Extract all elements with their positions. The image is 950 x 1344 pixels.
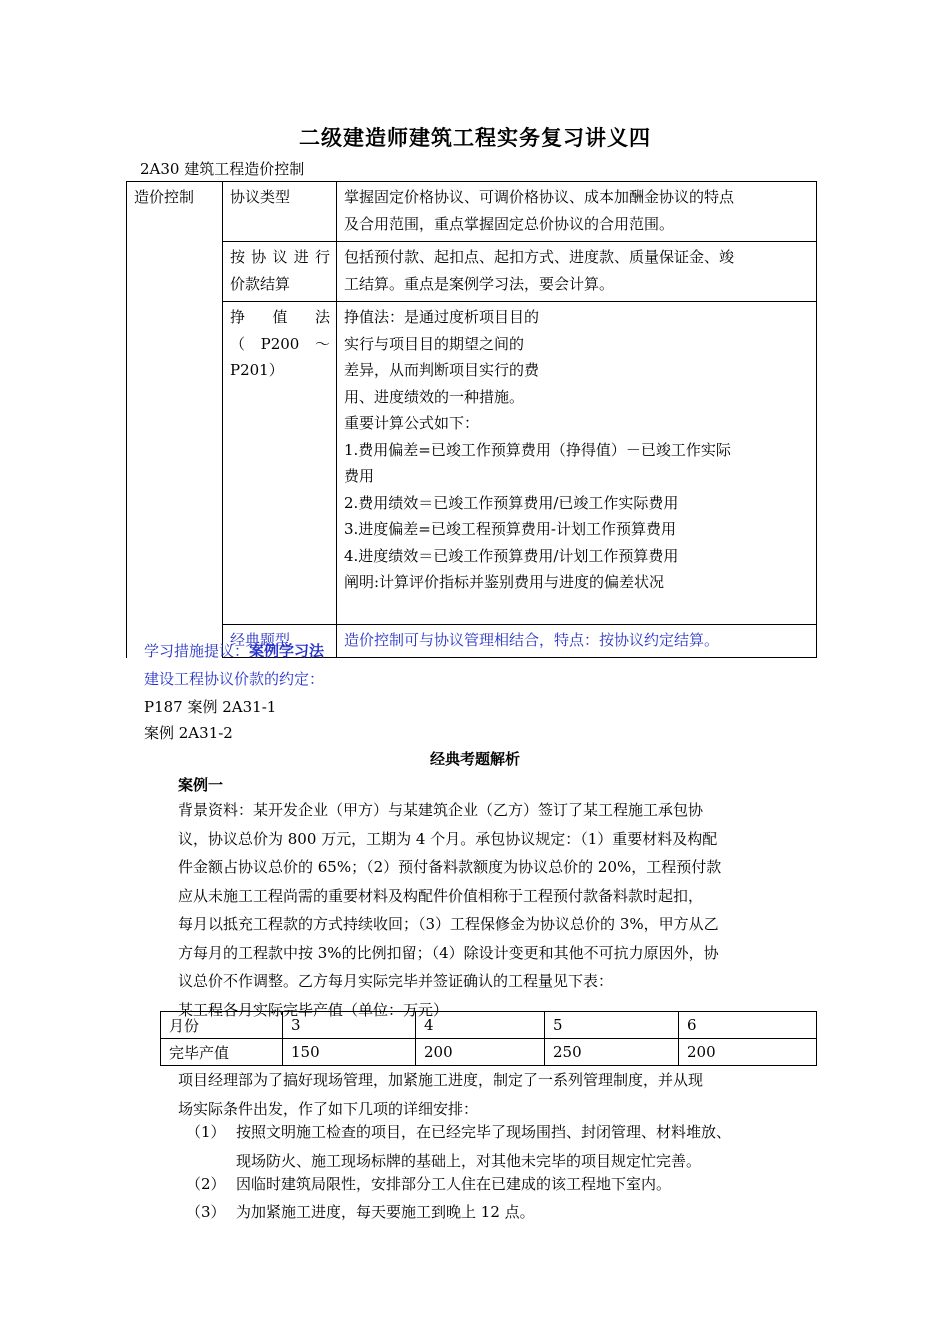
reference-2: 案例 2A31-2 [144, 724, 233, 742]
background-paragraph [178, 796, 808, 1024]
item-text: 因临时建筑局限性，安排部分工人住在已建成的该工程地下室内。 [236, 1175, 672, 1193]
paragraph-line: 每月以抵充工程款的方式持续收回；（3）工程保修金为协议总价的 3%，甲方从乙 [178, 915, 719, 933]
content-line: 阐明:计算评价指标并鉴别费用与进度的偏差状况 [344, 573, 665, 591]
row-content-cell [337, 182, 817, 242]
management-paragraph [178, 1066, 818, 1123]
row-name: 价款结算 [230, 274, 291, 293]
table-caption: 某工程各月实际完毕产值（单位：万元） [178, 1000, 449, 1019]
paragraph-line: 议总价不作调整。乙方每月实际完毕并签证确认的工程量见下表： [178, 972, 614, 990]
row-name: 经典题型 [230, 630, 291, 649]
table-cell: 250 [545, 1039, 679, 1066]
item-number: （3） [186, 1203, 226, 1221]
content-line: 差异，从而判断项目实行的费 [344, 361, 540, 379]
study-suggestion [144, 640, 324, 661]
row-name: （ P200 ～ [230, 334, 330, 353]
paragraph-line: 背景资料：某开发企业（甲方）与某建筑企业（乙方）签订了某工程施工承包协 [178, 801, 704, 819]
item-text: 现场防火、施工现场标牌的基础上，对其他未完毕的项目规定忙完善。 [236, 1151, 702, 1170]
paragraph-line: 方每月的工程款中按 3%的比例扣留；（4）除设计变更和其他不可抗力原因外，协 [178, 943, 719, 962]
contract-line: 建设工程协议价款的约定： [144, 670, 325, 688]
content-line: 造价控制可与协议管理相结合，特点：按协议约定结算。 [344, 630, 720, 649]
table-cell: 3 [283, 1012, 416, 1039]
row-name: 按 协 议 进 行 [230, 248, 330, 266]
content-line: 掌握固定价格协议、可调价格协议、成本加酬金协议的特点 [344, 188, 735, 206]
row-content-cell [337, 302, 817, 625]
table-cell: 4 [416, 1012, 545, 1039]
paragraph-line: 应从未施工工程尚需的重要材料及构配件价值相称于工程预付款备料款时起扣， [178, 886, 704, 905]
item-number: （1） [186, 1123, 226, 1141]
table-cell: 完毕产值 [161, 1039, 283, 1066]
row-name: 挣 值 法 [230, 308, 330, 326]
row-content-cell [337, 242, 817, 302]
study-prefix: 学习措施提议： [144, 642, 250, 660]
table-cell: 150 [283, 1039, 416, 1066]
row-name-cell [223, 182, 337, 242]
table-row [161, 1012, 817, 1039]
table-row [161, 1039, 817, 1066]
content-line: 用、进度绩效的一种措施。 [344, 387, 525, 406]
content-line: 3.进度偏差=已竣工程预算费用-计划工作预算费用 [344, 520, 676, 538]
row-name: P201） [230, 361, 284, 379]
content-line: 包括预付款、起扣点、起扣方式、进度款、质量保证金、竣 [344, 248, 735, 266]
case-title: 案例一 [178, 776, 224, 794]
item-text: 为加紧施工进度，每天要施工到晚上 12 点。 [236, 1203, 535, 1221]
content-line: 费用 [344, 467, 375, 485]
table-cell: 200 [679, 1039, 817, 1066]
row-name-cell [223, 302, 337, 625]
cost-control-table [126, 181, 817, 658]
table-cell: 6 [679, 1012, 817, 1039]
row-content-cell [337, 624, 817, 658]
paragraph-line: 件金额占协议总价的 65%；（2）预付备料款额度为协议总价的 20%，工程预付款 [178, 858, 722, 876]
paragraph-line: 项目经理部为了搞好现场管理，加紧施工进度，制定了一系列管理制度，并从现 [178, 1071, 704, 1089]
content-line: 重要计算公式如下： [344, 414, 480, 432]
table-cell: 月份 [161, 1012, 283, 1039]
table-cell: 5 [545, 1012, 679, 1039]
category-cell [127, 182, 223, 658]
content-line: 实行与项目目的期望之间的 [344, 334, 525, 353]
content-line: 2.费用绩效＝已竣工作预算费用/已竣工作实际费用 [344, 493, 679, 512]
row-name-cell [223, 242, 337, 302]
row-name: 协议类型 [230, 188, 291, 206]
content-line: 工结算。重点是案例学习法，要会计算。 [344, 274, 615, 293]
section-subtitle: 2A30 建筑工程造价控制 [140, 160, 305, 178]
paragraph-line: 议，协议总价为 800 万元，工期为 4 个月。承包协议规定：（1）重要材料及构配 [178, 829, 718, 848]
study-method: 案例学习法 [249, 642, 325, 660]
paragraph-line: 场实际条件出发，作了如下几项的详细安排： [178, 1099, 479, 1118]
item-text: 按照文明施工检查的项目，在已经完毕了现场围挡、封闭管理、材料堆放、 [236, 1123, 732, 1141]
table-cell: 200 [416, 1039, 545, 1066]
content-line: 1.费用偏差=已竣工作预算费用（挣得值）－已竣工作实际 [344, 440, 731, 459]
production-table [160, 1011, 817, 1066]
item-number: （2） [186, 1175, 226, 1193]
content-line: 4.进度绩效＝已竣工作预算费用/计划工作预算费用 [344, 546, 679, 565]
analysis-title: 经典考题解析 [429, 750, 520, 768]
reference-1: P187 案例 2A31-1 [144, 698, 277, 716]
category-label: 造价控制 [134, 188, 195, 206]
content-line: 挣值法：是通过度析项目目的 [344, 308, 540, 326]
page-title: 二级建造师建筑工程实务复习讲义四 [299, 125, 651, 150]
content-line: 及合用范围，重点掌握固定总价协议的合用范围。 [344, 214, 675, 233]
